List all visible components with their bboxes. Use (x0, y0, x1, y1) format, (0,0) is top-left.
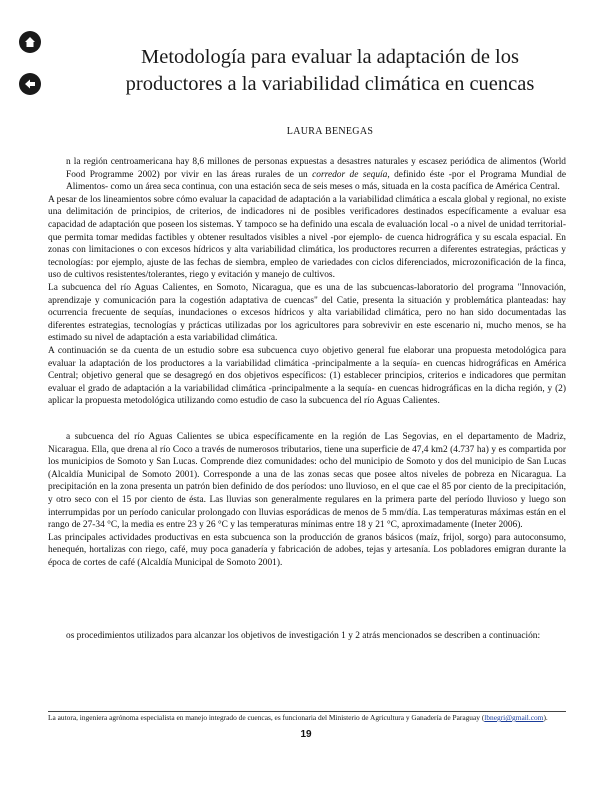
intro-paragraph-3: La subcuenca del río Aguas Calientes, en Somoto, Nicaragua, que es una de las subcuencas-laboratorio del programa "Innovación, aprendizaje y comunicación para la cogestión adaptativa de cuencas" del Catie, presenta la situación y problemática planteadas: hay ocurrencia frecuente de sequías, inundaciones o excesos hídricos y alta variabilidad climática, pero no han sido documentadas las diferentes estrategias, tecnologías y prácticas utilizadas por los agricultores para sobrevivir en este escenario ni, mucho menos, se ha estimado su nivel de adaptación a esta variabilidad climática. (48, 282, 566, 344)
page-number: 19 (300, 729, 312, 740)
intro-paragraph-4: A continuación se da cuenta de un estudio sobre esa subcuenca cuyo objetivo general fue elaborar una propuesta metodológica para evaluar la adaptación de los productores a la variabilidad climática -principalmente a la sequía- en cuencas hidrográficas en América Central; objetivo general que se desagregó en dos objetivos específicos: (1) establecer principios, criterios e indicadores que permitan evaluar el grado de adaptación a la variabilidad climática -principalmente a la sequía- en cuencas hidrográficas en la dicha región, y (2) aplicar la propuesta metodológica utilizando como estudio de caso la subcuenca del río Aguas Calientes. (48, 345, 566, 407)
intro-p1-emphasis: corredor de sequía (312, 169, 388, 180)
footnote-close: ). (543, 713, 548, 722)
intro-p1-end: , definido éste -por el Programa Mundial de Alimentos- como un área seca continua, con una estación seca de seis meses o más, situada en la costa pacífica de América Central. (66, 169, 566, 193)
subcuenca-paragraph-2: Las principales actividades productivas en esta subcuenca son la producción de granos básicos (maíz, frijol, sorgo) para autoconsumo, henequén, hortalizas con riego, café, muy poca ganadería y fabricación de adobes, tejas y artesanía. Los pobladores emigran durante la época de cortes de café (Alcaldía Municipal de Somoto 2001). (48, 532, 566, 568)
back-arrow-icon[interactable] (19, 73, 41, 95)
subcuenca-section (48, 431, 566, 570)
author-footnote (48, 713, 566, 723)
home-icon[interactable] (19, 31, 41, 53)
author-name: LAURA BENEGAS (286, 126, 374, 137)
article-title (60, 44, 600, 98)
intro-paragraph-2: A pesar de los lineamientos sobre cómo evaluar la capacidad de adaptación a la variabilidad climática a escala global y regional, no existe una delimitación de principios, de criterios, de indicadores ni de posibles verificadores destinados específicamente a evaluar esa capacidad de adaptación que poseen los sistemas. Y tampoco se ha definido una escala de evaluación local -o a nivel de unidad territorial- que permita tomar medidas factibles y obtener resultados visibles a nivel -por ejemplo- de cuenca hidrográfica y su escala espacial. En zonas con limitaciones o con excesos hídricos y alta variabilidad climática, los productores recurren a diferentes estrategias, prácticas y tecnologías: por ejemplo, ajuste de las fechas de siembra, empleo de variedades con ciclos diferenciados, microzonificación de la finca, uso de cultivos resistentes/tolerantes, riego y evitación y manejo de cultivos. (48, 194, 566, 281)
home-glyph (23, 35, 37, 49)
title-line-1: Metodología para evaluar la adaptación de los (141, 46, 519, 68)
title-line-2: productores a la variabilidad climática en cuencas (125, 73, 535, 95)
subcuenca-paragraph-1: a subcuenca del río Aguas Calientes se ubica específicamente en la región de Las Segovias, en el departamento de Madriz, Nicaragua. Ella, que drena al río Coco a través de numerosos tributarios, tiene una superficie de 47,4 km2 (4.737 ha) y es compartida por los municipios de Somoto y San Lucas. Comprende diez comunidades: ocho del municipio de Somoto y dos del municipio de San Lucas (Alcaldía Municipal de Somoto 2001). Corresponde a una de las zonas secas que posee altos niveles de pobreza en Nicaragua. La precipitación en la zona presenta un patrón bien definido de dos períodos: uno lluvioso, en el que cae el 85 por ciento de la precipitación, y otro seco con el 15 por ciento de ésta. Las lluvias son generalmente regulares en la primera parte del período lluvioso y luego son interrumpidas por un período canicular prolongado con lluvias esporádicas de menos de 5 mm/día. Las temperaturas máximas están en el rango de 27-34 °C, la media es entre 23 y 26 °C y las temperaturas mínimas entre 18 y 21 °C, aproximadamente (Ineter 2006). (48, 432, 566, 531)
procedures-paragraph: os procedimientos utilizados para alcanzar los objetivos de investigación 1 y 2 atrás mencionados se describen a continuación: (66, 631, 541, 641)
footnote-divider (48, 711, 566, 712)
intro-paragraph-1 (48, 156, 566, 194)
intro-p1-start: n la región centroamericana hay 8,6 millones de personas expuestas a desastres naturales y escasez periódica de alimentos (World Food Programme 2002) por vivir en las áreas rurales de un (66, 157, 566, 180)
back-arrow-glyph (23, 77, 37, 91)
author-email-link[interactable]: lbnegri@gmail.com (484, 713, 544, 722)
intro-section (48, 156, 566, 408)
footnote-text: La autora, ingeniera agrónoma especialista en manejo integrado de cuencas, es funcionaria del Ministerio de Agricultura y Ganadería de Paraguay ( (48, 713, 485, 722)
procedures-section (48, 630, 566, 643)
